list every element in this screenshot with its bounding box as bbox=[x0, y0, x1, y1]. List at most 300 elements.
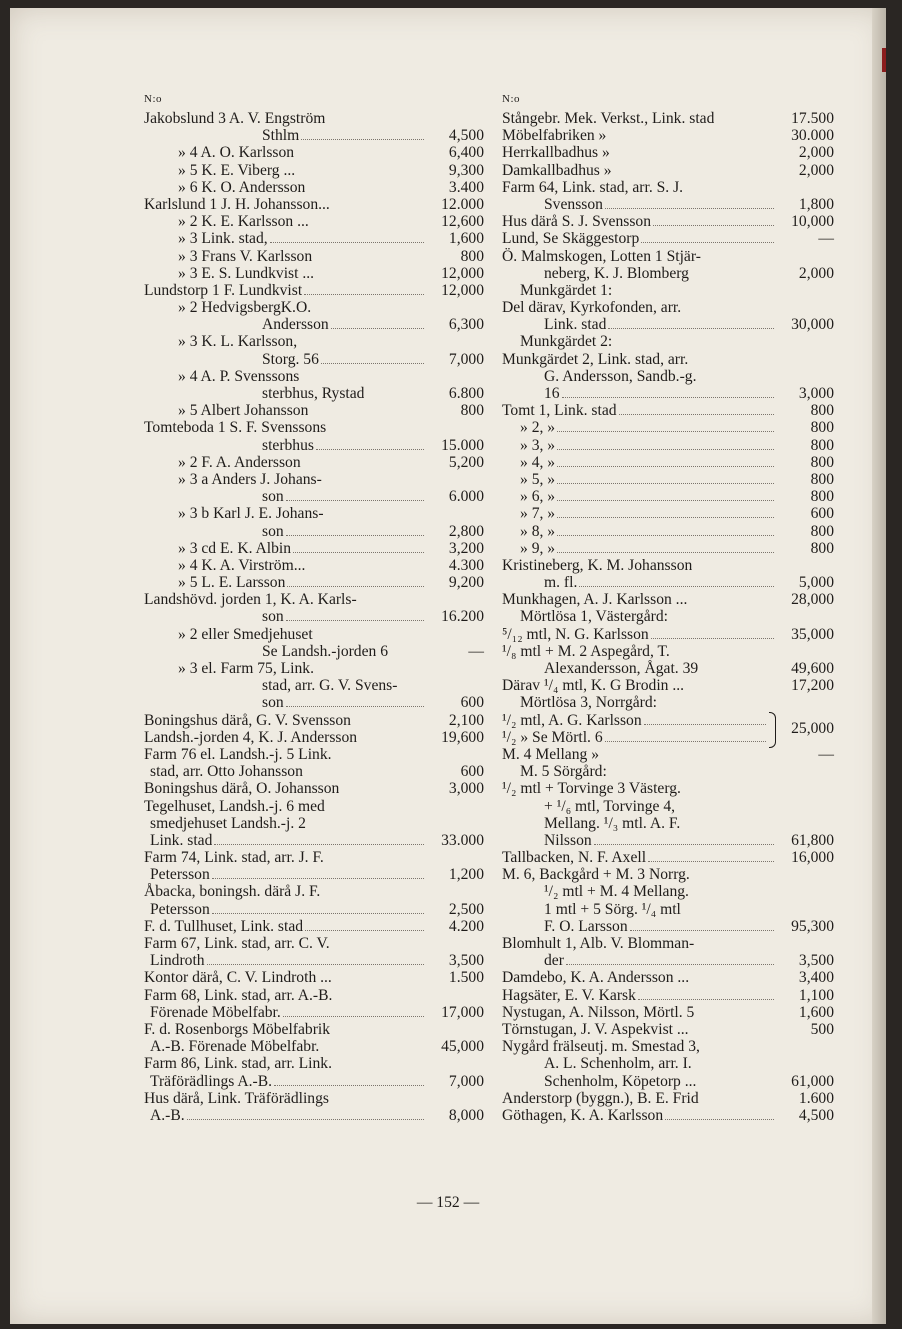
entry-text: son bbox=[262, 488, 284, 506]
entry-value: 2,000 bbox=[798, 264, 834, 282]
entry-text: Anderstorp (byggn.), B. E. Frid bbox=[502, 1089, 699, 1107]
ledger-entry bbox=[144, 454, 484, 471]
dot-leader bbox=[641, 242, 774, 243]
ledger-entry bbox=[502, 505, 834, 522]
entry-text: son bbox=[262, 522, 284, 540]
entry-value: 3.400 bbox=[448, 178, 484, 196]
entry-text: Hus därå S. J. Svensson bbox=[502, 213, 652, 231]
entry-text: M. 5 Sörgård: bbox=[520, 763, 607, 781]
ledger-entry bbox=[502, 763, 834, 780]
entry-value: 95,300 bbox=[791, 917, 834, 935]
dot-leader bbox=[286, 500, 424, 501]
dot-leader bbox=[304, 294, 424, 295]
bookmark-tab bbox=[882, 48, 886, 72]
ledger-entry bbox=[144, 230, 484, 247]
ledger-entry bbox=[144, 1107, 484, 1124]
entry-value: 30.000 bbox=[791, 127, 834, 145]
entry-text: Storg. 56 bbox=[262, 350, 319, 368]
entry-text: Tomt 1, Link. stad bbox=[502, 402, 617, 420]
ledger-entry bbox=[144, 265, 484, 282]
entry-text: Lindroth bbox=[150, 952, 205, 970]
entry-text: Lund, Se Skäggestorp bbox=[502, 230, 640, 248]
entry-text: Petersson bbox=[150, 866, 210, 884]
ledger-entry bbox=[502, 316, 834, 333]
entry-value: 500 bbox=[810, 1020, 834, 1038]
entry-text: A. L. Schenholm, arr. I. bbox=[544, 1055, 692, 1073]
entry-text: stad, arr. Otto Johansson bbox=[150, 763, 303, 781]
entry-value: 30,000 bbox=[791, 316, 834, 334]
ledger-entry bbox=[502, 196, 834, 213]
entry-text: M. 4 Mellang » bbox=[502, 745, 600, 763]
entry-value: 2,000 bbox=[798, 161, 834, 179]
entry-text: » 2 HedvigsbergK.O. bbox=[178, 299, 312, 317]
entry-text: » 9, » bbox=[520, 539, 556, 557]
entry-text: Se Landsh.-jorden 6 bbox=[262, 642, 389, 660]
entry-text: ¹/₂ mtl, A. G. Karlsson bbox=[502, 711, 642, 729]
entry-text: Tegelhuset, Landsh.-j. 6 med bbox=[144, 797, 325, 815]
entry-text: Damkallbadhus » bbox=[502, 161, 612, 179]
ledger-entry bbox=[502, 746, 834, 763]
entry-text: Karlslund 1 J. H. Johansson... bbox=[144, 195, 330, 213]
entry-value: 61,800 bbox=[791, 831, 834, 849]
entry-value: 800 bbox=[810, 470, 834, 488]
right-column bbox=[502, 92, 834, 1124]
ledger-entry bbox=[144, 780, 484, 797]
ledger-entry bbox=[502, 557, 834, 574]
entry-text: » 3 cd E. K. Albin bbox=[178, 539, 292, 557]
dot-leader bbox=[316, 449, 424, 450]
entry-text: 1 mtl + 5 Sörg. ¹/₄ mtl bbox=[544, 900, 681, 918]
ledger-entry bbox=[502, 643, 834, 660]
entry-text: + ¹/₆ mtl, Torvinge 4, bbox=[544, 797, 676, 815]
ledger-entry bbox=[144, 1021, 484, 1038]
entry-text: Schenholm, Köpetorp ... bbox=[544, 1072, 697, 1090]
entry-value: 28,000 bbox=[791, 591, 834, 609]
ledger-entry bbox=[502, 866, 834, 883]
ledger-entry bbox=[144, 626, 484, 643]
entry-value: 4,500 bbox=[448, 127, 484, 145]
ledger-entry bbox=[502, 608, 834, 625]
entry-value: 800 bbox=[810, 488, 834, 506]
entry-text: Farm 67, Link. stad, arr. C. V. bbox=[144, 935, 330, 952]
entry-text: » 8, » bbox=[520, 522, 556, 540]
entry-value: 800 bbox=[810, 402, 834, 420]
ledger-entry bbox=[144, 505, 484, 522]
entry-value: 16,000 bbox=[791, 849, 834, 867]
entry-value: 6.000 bbox=[448, 488, 484, 506]
ledger-entry bbox=[502, 1021, 834, 1038]
entry-value: 12.000 bbox=[441, 195, 484, 213]
ledger-entry bbox=[502, 712, 834, 729]
ledger-entry bbox=[502, 574, 834, 591]
entry-text: » 2 K. E. Karlsson ... bbox=[178, 213, 309, 231]
ledger-entry bbox=[144, 883, 484, 900]
dot-leader bbox=[566, 964, 774, 965]
entry-text: F. O. Larsson bbox=[544, 917, 628, 935]
entry-value: 7,000 bbox=[448, 1072, 484, 1090]
entry-value: — bbox=[818, 230, 834, 248]
entry-text: ⁵/₁₂ mtl, N. G. Karlsson bbox=[502, 625, 649, 643]
ledger-entry bbox=[144, 763, 484, 780]
ledger-entry bbox=[144, 557, 484, 574]
entry-text: » 4, » bbox=[520, 453, 556, 471]
entry-value: 2,800 bbox=[448, 522, 484, 540]
entry-text: der bbox=[544, 952, 564, 970]
entry-text: Farm 86, Link. stad, arr. Link. bbox=[144, 1055, 332, 1073]
entry-value: 1,800 bbox=[798, 195, 834, 213]
entry-value: 5,000 bbox=[798, 574, 834, 592]
ledger-entry bbox=[144, 540, 484, 557]
ledger-entry bbox=[502, 969, 834, 986]
entry-text: son bbox=[262, 608, 284, 626]
entry-text: » 5 L. E. Larsson bbox=[178, 574, 286, 592]
ledger-entry bbox=[144, 918, 484, 935]
ledger-entry bbox=[502, 127, 834, 144]
ledger-entry bbox=[144, 127, 484, 144]
entry-text: » 7, » bbox=[520, 505, 556, 523]
dot-leader bbox=[557, 431, 774, 432]
entry-value: 800 bbox=[460, 402, 484, 420]
right-entries bbox=[502, 110, 834, 1124]
ledger-entry bbox=[502, 454, 834, 471]
entry-text: Blomhult 1, Alb. V. Blomman- bbox=[502, 935, 695, 952]
entry-text: F. d. Tullhuset, Link. stad bbox=[144, 917, 304, 935]
ledger-page bbox=[10, 8, 886, 1324]
entry-text: Kontor därå, C. V. Lindroth ... bbox=[144, 969, 332, 987]
entry-value: 1,200 bbox=[448, 866, 484, 884]
entry-text: Tallbacken, N. F. Axell bbox=[502, 849, 647, 867]
dot-leader bbox=[301, 139, 424, 140]
entry-text: Boningshus därå, G. V. Svensson bbox=[144, 711, 351, 729]
dot-leader bbox=[619, 414, 774, 415]
ledger-entry bbox=[144, 471, 484, 488]
entry-value: 9,200 bbox=[448, 574, 484, 592]
dot-leader bbox=[293, 552, 424, 553]
dot-leader bbox=[283, 1016, 424, 1017]
entry-text: stad, arr. G. V. Svens- bbox=[262, 677, 398, 695]
ledger-entry bbox=[144, 316, 484, 333]
ledger-entry bbox=[144, 574, 484, 591]
entry-text: Mellang. ¹/₃ mtl. A. F. bbox=[544, 814, 681, 832]
ledger-entry bbox=[502, 626, 834, 643]
entry-value: 12,000 bbox=[441, 264, 484, 282]
entry-text: ¹/₈ mtl + M. 2 Aspegård, T. bbox=[502, 642, 670, 660]
ledger-entry bbox=[144, 694, 484, 711]
page-number: — 152 — bbox=[416, 1194, 480, 1211]
entry-text: sterbhus bbox=[262, 436, 314, 454]
ledger-entry bbox=[502, 1073, 834, 1090]
ledger-entry bbox=[144, 660, 484, 677]
dot-leader bbox=[305, 930, 424, 931]
entry-value: 2,500 bbox=[448, 900, 484, 918]
entry-text: Munkgärdet 1: bbox=[520, 281, 613, 299]
entry-text: Nygård frälseutj. m. Smestad 3, bbox=[502, 1038, 700, 1056]
entry-value: 3,400 bbox=[798, 969, 834, 987]
dot-leader bbox=[286, 620, 424, 621]
entry-text: Svensson bbox=[544, 195, 603, 213]
dot-leader bbox=[331, 328, 424, 329]
entry-text: Ö. Malmskogen, Lotten 1 Stjär- bbox=[502, 247, 701, 265]
ledger-entry bbox=[144, 901, 484, 918]
entry-text: Farm 76 el. Landsh.-j. 5 Link. bbox=[144, 745, 332, 763]
entry-text: Möbelfabriken » bbox=[502, 127, 607, 145]
dot-leader bbox=[274, 1085, 424, 1086]
entry-text: » 5 Albert Johansson bbox=[178, 402, 309, 420]
entry-value: 9,300 bbox=[448, 161, 484, 179]
ledger-entry bbox=[502, 694, 834, 711]
dot-leader bbox=[638, 999, 774, 1000]
bracketed-entry-group bbox=[502, 712, 834, 746]
entry-text: ¹/₂ » Se Mörtl. 6 bbox=[502, 728, 603, 746]
entry-text: A.-B. bbox=[150, 1106, 185, 1124]
dot-leader bbox=[270, 242, 424, 243]
ledger-entry bbox=[144, 815, 484, 832]
entry-text: Munkgärdet 2: bbox=[520, 333, 613, 351]
ledger-entry bbox=[502, 265, 834, 282]
ledger-entry bbox=[144, 987, 484, 1004]
ledger-entry bbox=[502, 1090, 834, 1107]
dot-leader bbox=[557, 483, 774, 484]
entry-value: 6.800 bbox=[448, 385, 484, 402]
dot-leader bbox=[608, 328, 774, 329]
ledger-entry bbox=[502, 798, 834, 815]
entry-value: 2,100 bbox=[448, 711, 484, 729]
entry-text: Nilsson bbox=[544, 831, 592, 849]
entry-text: A.-B. Förenade Möbelfabr. bbox=[150, 1038, 320, 1056]
entry-value: 45,000 bbox=[441, 1038, 484, 1056]
dot-leader bbox=[562, 397, 774, 398]
ledger-entry bbox=[144, 385, 484, 402]
ledger-entry bbox=[502, 230, 834, 247]
group-value: 25,000 bbox=[791, 719, 834, 737]
ledger-entry bbox=[502, 1055, 834, 1072]
dot-leader bbox=[579, 586, 774, 587]
ledger-entry bbox=[144, 402, 484, 419]
entry-value: 3,000 bbox=[798, 385, 834, 402]
entry-text: Sthlm bbox=[262, 127, 300, 145]
entry-value: 3,000 bbox=[448, 780, 484, 798]
dot-leader bbox=[557, 449, 774, 450]
ledger-entry bbox=[144, 935, 484, 952]
entry-text: Landsh.-jorden 4, K. J. Andersson bbox=[144, 728, 358, 746]
entry-value: 800 bbox=[810, 419, 834, 437]
entry-text: Nystugan, A. Nilsson, Mörtl. 5 bbox=[502, 1003, 695, 1021]
entry-value: — bbox=[818, 745, 834, 763]
ledger-entry bbox=[502, 162, 834, 179]
ledger-entry bbox=[502, 351, 834, 368]
ledger-entry bbox=[144, 351, 484, 368]
dot-leader bbox=[212, 878, 424, 879]
ledger-entry bbox=[144, 1004, 484, 1021]
ledger-entry bbox=[502, 144, 834, 161]
entry-text: » 3, » bbox=[520, 436, 556, 454]
entry-text: » 4 A. O. Karlsson bbox=[178, 144, 295, 162]
ledger-entry bbox=[144, 746, 484, 763]
entry-text: » 6 K. O. Andersson bbox=[178, 178, 306, 196]
dot-leader bbox=[605, 741, 766, 742]
dot-leader bbox=[557, 535, 774, 536]
ledger-entry bbox=[144, 179, 484, 196]
ledger-entry bbox=[502, 849, 834, 866]
ledger-entry bbox=[144, 213, 484, 230]
entry-text: » 3 Link. stad, bbox=[178, 230, 268, 248]
dot-leader bbox=[557, 517, 774, 518]
entry-value: 800 bbox=[810, 436, 834, 454]
entry-value: 35,000 bbox=[791, 625, 834, 643]
ledger-entry bbox=[502, 437, 834, 454]
entry-text: Andersson bbox=[262, 316, 329, 334]
ledger-entry bbox=[502, 402, 834, 419]
entry-value: 19,600 bbox=[441, 728, 484, 746]
entry-text: F. d. Rosenborgs Möbelfabrik bbox=[144, 1020, 331, 1038]
entry-text: » 5 K. E. Viberg ... bbox=[178, 161, 296, 179]
ledger-entry bbox=[144, 110, 484, 127]
entry-value: 4.300 bbox=[448, 556, 484, 574]
ledger-entry bbox=[144, 866, 484, 883]
ledger-entry bbox=[144, 591, 484, 608]
entry-value: 800 bbox=[810, 453, 834, 471]
entry-text: ¹/₂ mtl + M. 4 Mellang. bbox=[544, 883, 689, 901]
entry-value: 1.600 bbox=[798, 1089, 834, 1107]
entry-value: 10,000 bbox=[791, 213, 834, 231]
entry-text: » 3 E. S. Lundkvist ... bbox=[178, 264, 315, 282]
ledger-entry bbox=[502, 333, 834, 350]
ledger-entry bbox=[502, 299, 834, 316]
entry-text: Damdebo, K. A. Andersson ... bbox=[502, 969, 690, 987]
ledger-entry bbox=[502, 523, 834, 540]
ledger-entry bbox=[144, 677, 484, 694]
page-binding-edge bbox=[872, 8, 886, 1324]
ledger-entry bbox=[502, 901, 834, 918]
entry-value: 16.200 bbox=[441, 608, 484, 626]
dot-leader bbox=[630, 930, 774, 931]
dot-leader bbox=[214, 844, 424, 845]
entry-value: 12,000 bbox=[441, 281, 484, 299]
dot-leader bbox=[605, 208, 774, 209]
entry-text: Därav ¹/₄ mtl, K. G Brodin ... bbox=[502, 677, 685, 695]
entry-text: m. fl. bbox=[544, 574, 578, 592]
entry-value: 1,600 bbox=[798, 1003, 834, 1021]
dot-leader bbox=[648, 861, 774, 862]
ledger-entry bbox=[502, 935, 834, 952]
entry-value: 17.500 bbox=[791, 110, 834, 127]
entry-value: 7,000 bbox=[448, 350, 484, 368]
dot-leader bbox=[286, 535, 424, 536]
ledger-entry bbox=[144, 419, 484, 436]
entry-value: 6,300 bbox=[448, 316, 484, 334]
ledger-entry bbox=[502, 1107, 834, 1124]
entry-text: Petersson bbox=[150, 900, 210, 918]
entry-value: 49,600 bbox=[791, 660, 834, 677]
ledger-entry bbox=[144, 798, 484, 815]
dot-leader bbox=[287, 586, 424, 587]
entry-text: Lundstorp 1 F. Lundkvist bbox=[144, 281, 303, 299]
dot-leader bbox=[321, 363, 424, 364]
entry-text: Tomteboda 1 S. F. Svenssons bbox=[144, 419, 327, 437]
entry-text: M. 6, Backgård + M. 3 Norrg. bbox=[502, 866, 690, 884]
dot-leader bbox=[212, 913, 424, 914]
ledger-entry bbox=[502, 987, 834, 1004]
entry-text: » 3 b Karl J. E. Johans- bbox=[178, 505, 324, 523]
entry-text: Munkhagen, A. J. Karlsson ... bbox=[502, 591, 688, 609]
entry-text: Förenade Möbelfabr. bbox=[150, 1003, 281, 1021]
ledger-entry bbox=[502, 591, 834, 608]
ledger-entry bbox=[502, 815, 834, 832]
entry-text: ¹/₂ mtl + Torvinge 3 Västerg. bbox=[502, 780, 681, 798]
entry-text: Link. stad bbox=[544, 316, 607, 334]
entry-text: » 2 eller Smedjehuset bbox=[178, 625, 313, 643]
ledger-entry bbox=[144, 1055, 484, 1072]
entry-text: Link. stad bbox=[150, 831, 213, 849]
dot-leader bbox=[653, 225, 774, 226]
entry-text: Del därav, Kyrkofonden, arr. bbox=[502, 299, 682, 317]
ledger-entry bbox=[144, 969, 484, 986]
ledger-entry bbox=[144, 437, 484, 454]
dot-leader bbox=[665, 1119, 774, 1120]
ledger-entry bbox=[144, 729, 484, 746]
ledger-entry bbox=[144, 333, 484, 350]
ledger-entry bbox=[144, 488, 484, 505]
ledger-entry bbox=[502, 471, 834, 488]
entry-value: 800 bbox=[460, 247, 484, 265]
entry-text: smedjehuset Landsh.-j. 2 bbox=[150, 814, 306, 832]
entry-text: son bbox=[262, 694, 284, 712]
entry-text: G. Andersson, Sandb.-g. bbox=[544, 367, 697, 385]
entry-text: » 3 el. Farm 75, Link. bbox=[178, 660, 314, 677]
entry-value: 33.000 bbox=[441, 831, 484, 849]
entry-text: » 5, » bbox=[520, 470, 556, 488]
dot-leader bbox=[207, 964, 424, 965]
entry-value: 15.000 bbox=[441, 436, 484, 454]
entry-text: Åbacka, boningsh. därå J. F. bbox=[144, 883, 321, 901]
ledger-entry bbox=[502, 780, 834, 797]
entry-value: 3,500 bbox=[448, 952, 484, 970]
ledger-entry bbox=[502, 918, 834, 935]
ledger-entry bbox=[144, 196, 484, 213]
ledger-entry bbox=[502, 213, 834, 230]
ledger-entry bbox=[502, 952, 834, 969]
ledger-entry bbox=[502, 1004, 834, 1021]
entry-text: » 3 K. L. Karlsson, bbox=[178, 333, 298, 351]
left-entries bbox=[144, 110, 484, 1124]
entry-text: Stångebr. Mek. Verkst., Link. stad bbox=[502, 110, 715, 127]
entry-text: » 3 a Anders J. Johans- bbox=[178, 470, 322, 488]
ledger-entry bbox=[144, 162, 484, 179]
dot-leader bbox=[557, 500, 774, 501]
entry-value: 12,600 bbox=[441, 213, 484, 231]
entry-text: Herrkallbadhus » bbox=[502, 144, 610, 162]
ledger-entry bbox=[502, 282, 834, 299]
entry-value: 3,200 bbox=[448, 539, 484, 557]
entry-text: sterbhus, Rystad bbox=[262, 385, 365, 402]
ledger-entry bbox=[502, 832, 834, 849]
entry-value: 1,100 bbox=[798, 986, 834, 1004]
ledger-entry bbox=[144, 1038, 484, 1055]
entry-text: Jakobslund 3 A. V. Engström bbox=[144, 110, 326, 127]
entry-value: 17,200 bbox=[791, 677, 834, 695]
entry-value: 3,500 bbox=[798, 952, 834, 970]
ledger-entry bbox=[502, 660, 834, 677]
entry-text: Mörtlösa 1, Västergård: bbox=[520, 608, 668, 626]
entry-text: » 2 F. A. Andersson bbox=[178, 453, 301, 471]
entry-text: Mörtlösa 3, Norrgård: bbox=[520, 694, 658, 712]
entry-value: — bbox=[468, 642, 484, 660]
entry-value: 17,000 bbox=[441, 1003, 484, 1021]
ledger-entry bbox=[144, 144, 484, 161]
dot-leader bbox=[557, 552, 774, 553]
dot-leader bbox=[286, 706, 424, 707]
entry-text: Törnstugan, J. V. Aspekvist ... bbox=[502, 1020, 689, 1038]
